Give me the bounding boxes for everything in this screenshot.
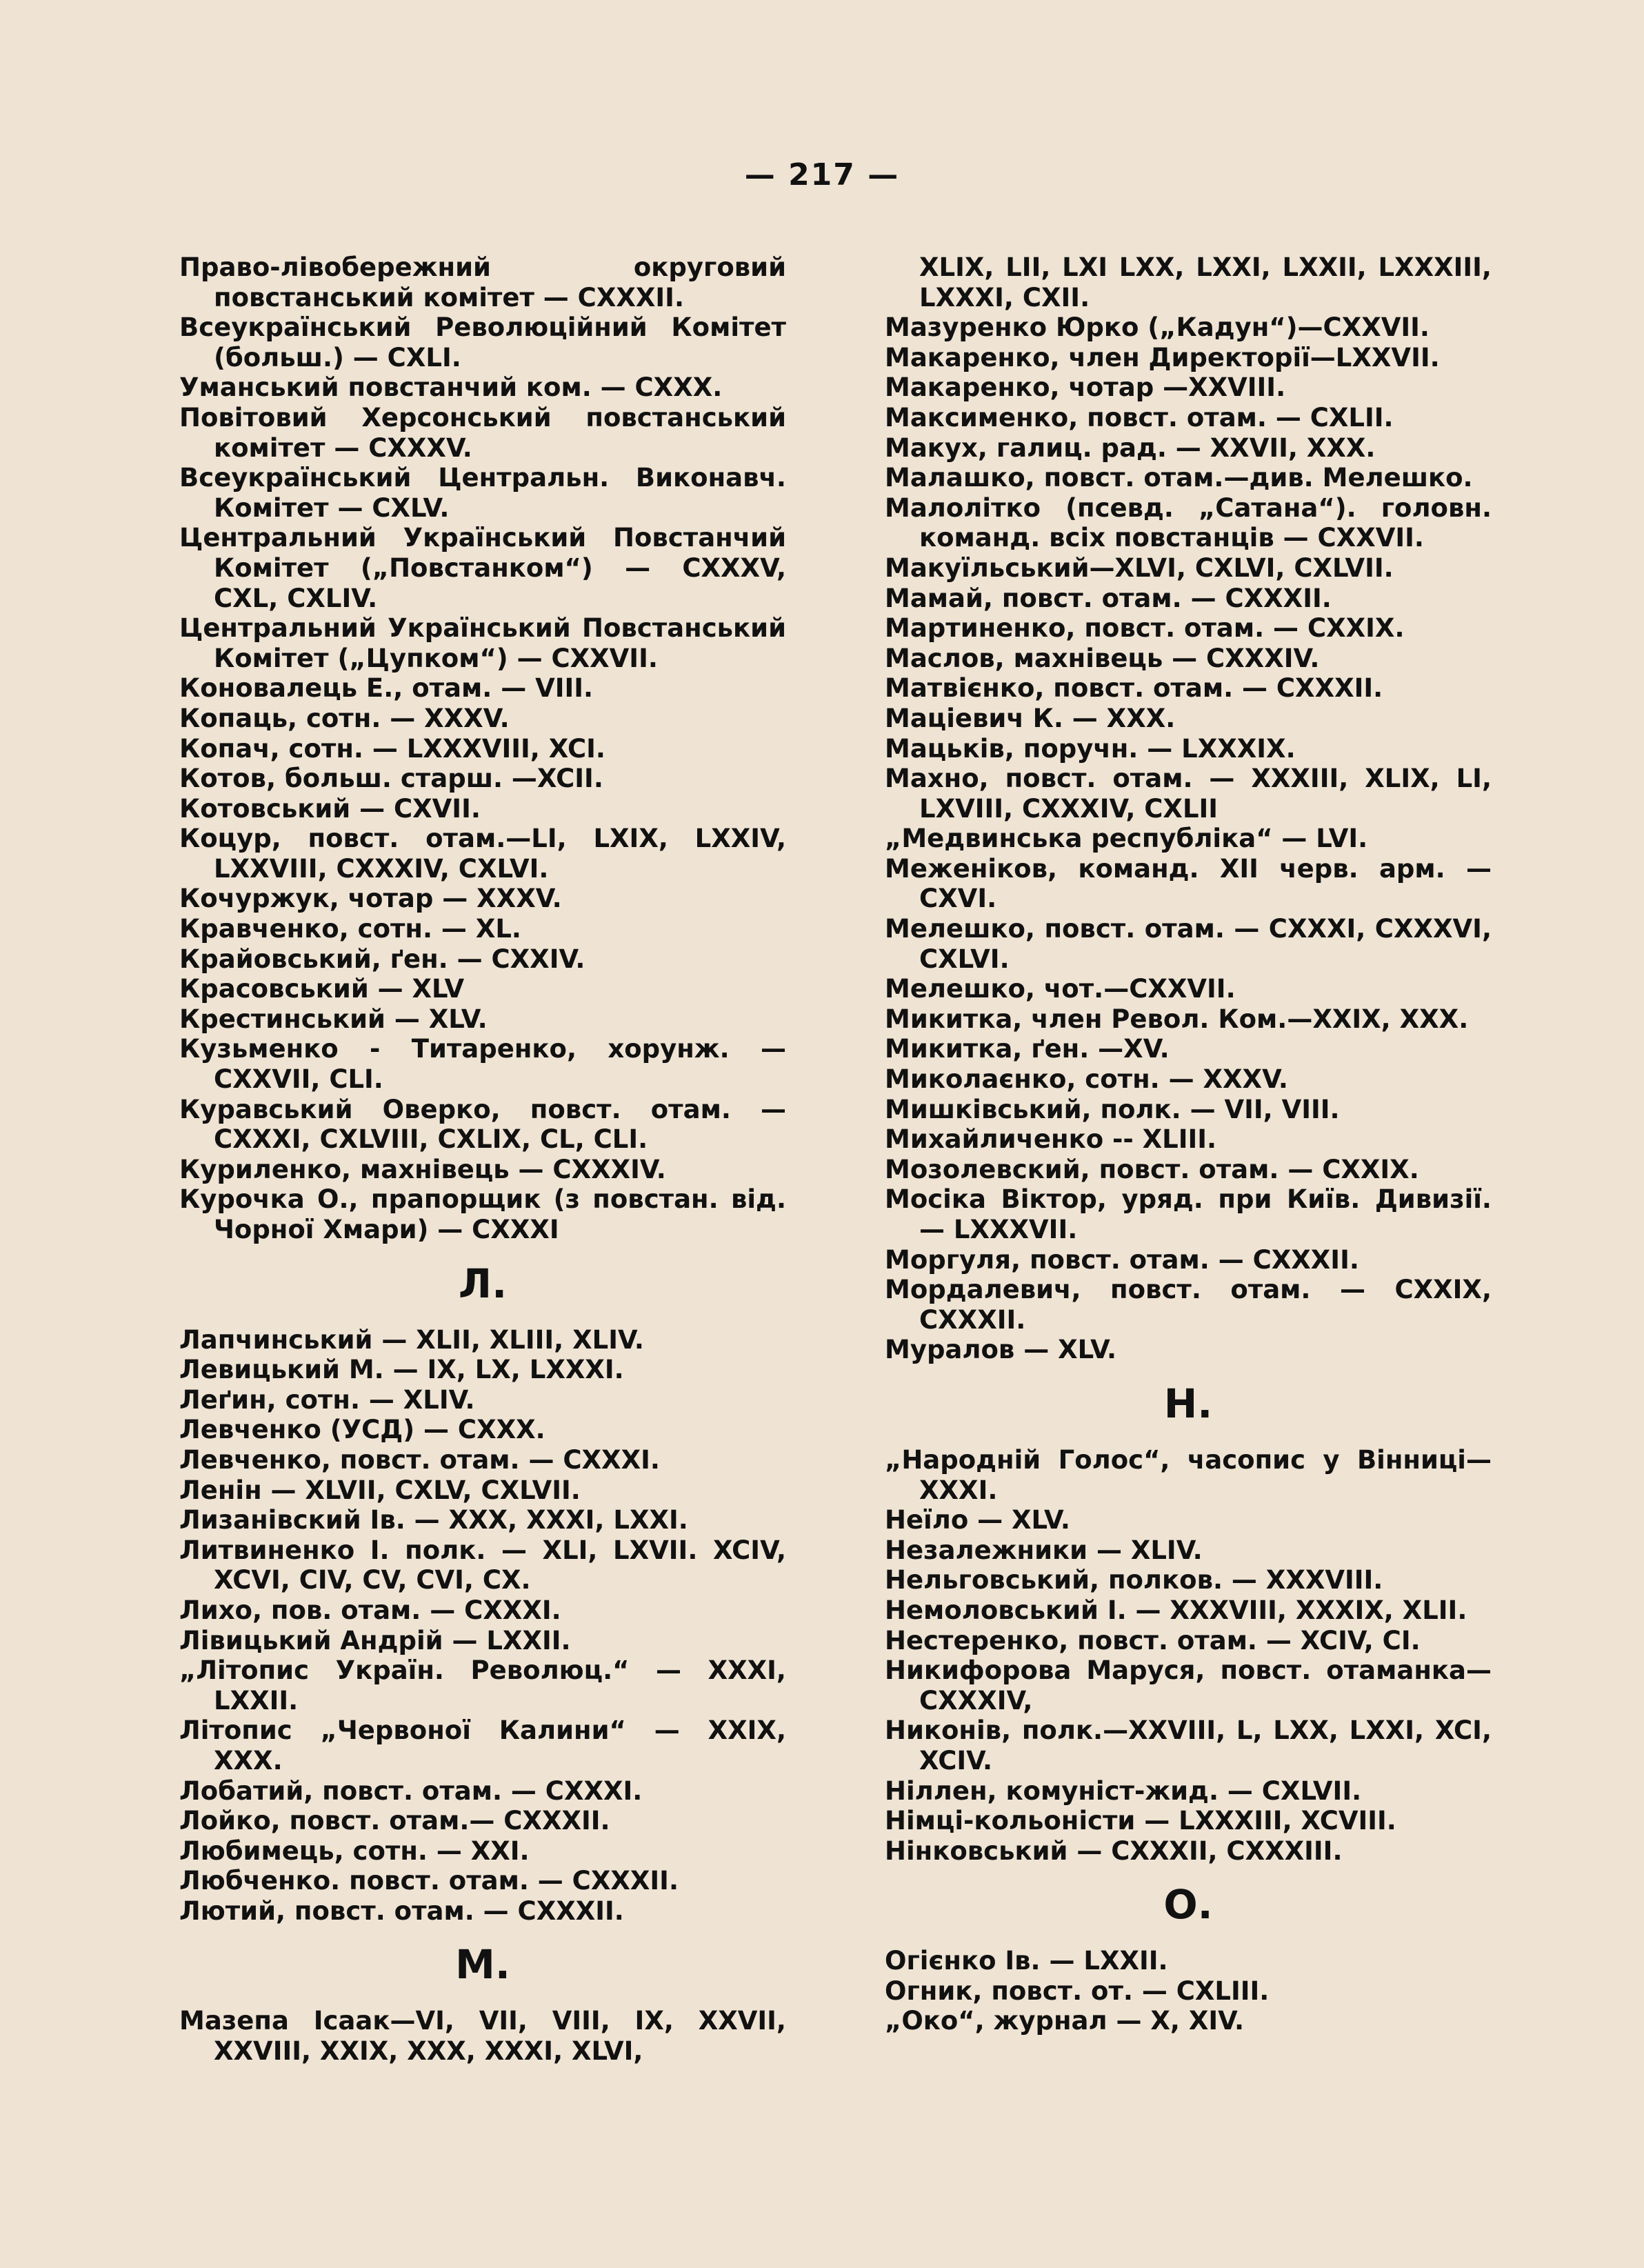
- index-entry: Мордалевич, повст. отам. — CXXIX, CXXXII.: [885, 1275, 1492, 1335]
- index-entry: Мелешко, чот.—CXXVII.: [885, 974, 1236, 1004]
- index-entry: Німці-кольоністи — LXXXIII, XCVIII.: [885, 1806, 1396, 1836]
- index-entry: Коцур, повст. отам.—LI, LXIX, LXXIV, LXXVIII, CXXXIV, CXLVI.: [179, 824, 786, 884]
- index-entry: Мозолевский, повст. отам. — CXXIX.: [885, 1154, 1419, 1184]
- index-entry: Мазуренко Юрко („Кадун“)—CXXVII.: [885, 312, 1430, 343]
- index-entry: Матвієнко, повст. отам. — CXXXII.: [885, 673, 1383, 704]
- index-entry: Микитка, ґен. —XV.: [885, 1034, 1170, 1064]
- index-entry: Лойко, повст. отам.— CXXXII.: [179, 1806, 610, 1836]
- index-entry: „Літопис Україн. Революц.“ — XXXI, LXXII.: [179, 1655, 786, 1715]
- index-entry: Центральний Український Повстанчий Комітет („Повстанком“) — CXXXV, CXL, CXLIV.: [179, 523, 786, 613]
- index-entry: Леґин, сотн. — XLIV.: [179, 1384, 475, 1415]
- index-entry: Левченко, повст. отам. — CXXXI.: [179, 1444, 660, 1475]
- right-column: [885, 252, 1492, 2036]
- index-entry: Мосіка Віктор, уряд. при Київ. Дивизії. — LXXXVII.: [885, 1184, 1492, 1244]
- index-entry: Всеукраїнський Центральн. Виконавч. Комітет — CXLV.: [179, 463, 786, 523]
- index-entry: Муралов — XLV.: [885, 1335, 1117, 1365]
- index-entry: Любченко. повст. отам. — CXXXII.: [179, 1866, 679, 1896]
- index-entry: „Медвинська республіка“ — LVI.: [885, 824, 1368, 854]
- index-entry: „Око“, журнал — X, XIV.: [885, 2006, 1245, 2036]
- index-entry: Лизанівский Ів. — XXX, XXXI, LXXI.: [179, 1505, 688, 1535]
- section-letter: Л.: [458, 1260, 508, 1307]
- index-entry: Махно, повст. отам. — XXXIII, XLIX, LI, LXVIII, CXXXIV, CXLII: [885, 764, 1492, 824]
- index-entry: Лівицький Андрій — LXXII.: [179, 1625, 571, 1655]
- index-entry: Макух, галиц. рад. — XXVII, XXX.: [885, 432, 1376, 463]
- index-entry: Микитка, член Револ. Ком.—XXIX, XXX.: [885, 1004, 1469, 1034]
- index-entry: Кравченко, сотн. — XL.: [179, 914, 521, 944]
- index-entry: Моргуля, повст. отам. — CXXXII.: [885, 1244, 1359, 1275]
- index-entry: Макаренко, чотар —XXVIII.: [885, 372, 1286, 403]
- index-entry: Уманський повстанчий ком. — CXXX.: [179, 372, 723, 403]
- index-entry: Незалежники — XLIV.: [885, 1535, 1203, 1565]
- index-entry: Центральний Український Повстанський Комітет („Цупком“) — CXXVII.: [179, 613, 786, 673]
- index-entry: Мазепа Ісаак—VI, VII, VIII, IX, XXVII, XXVIII, XXIX, XXX, XXXI, XLVI,: [179, 2006, 786, 2067]
- index-entry: „Народній Голос“, часопис у Вінниці— XXXI.: [885, 1444, 1492, 1505]
- index-entry: Левченко (УСД) — CXXX.: [179, 1415, 545, 1445]
- section-letter: М.: [455, 1941, 510, 1989]
- index-entry: Коновалець Е., отам. — VIII.: [179, 673, 594, 704]
- index-entry: Котов, больш. старш. —XCII.: [179, 764, 603, 794]
- index-entry: Куравський Оверко, повст. отам. — CXXXI, CXLVIII, CXLIX, CL, CLI.: [179, 1094, 786, 1155]
- index-entry: Кузьменко - Титаренко, хорунж. — CXXVII, CLI.: [179, 1034, 786, 1095]
- page-number: — 217 —: [744, 157, 900, 192]
- section-letter: Н.: [1163, 1380, 1213, 1427]
- index-entry: Макуїльський—XLVI, CXLVI, CXLVII.: [885, 553, 1394, 583]
- index-entry: Малолітко (псевд. „Сатана“). головн. команд. всіх повстанців — CXXVII.: [885, 493, 1492, 553]
- index-entry: XLIX, LII, LXI LXX, LXXI, LXXII, LXXXIII, LXXXI, CXII.: [919, 252, 1492, 312]
- index-entry: Михайличенко -- XLIII.: [885, 1124, 1217, 1155]
- index-entry: Лобатий, повст. отам. — CXXXI.: [179, 1775, 643, 1806]
- index-entry: Літопис „Червоної Калини“ — XXIX, XXX.: [179, 1715, 786, 1775]
- index-entry: Никонів, полк.—XXVIII, L, LXX, LXXI, XCI, XCIV.: [885, 1715, 1492, 1775]
- section-letter: О.: [1163, 1881, 1213, 1929]
- index-entry: Мишківський, полк. — VII, VIII.: [885, 1094, 1340, 1124]
- index-entry: Копаць, сотн. — XXXV.: [179, 703, 510, 733]
- left-column: [179, 252, 786, 2067]
- index-entry: Нестеренко, повст. отам. — XCIV, CI.: [885, 1625, 1421, 1655]
- index-entry: Неїло — XLV.: [885, 1505, 1070, 1535]
- index-entry: Мацьків, поручн. — LXXXIX.: [885, 733, 1296, 764]
- index-entry: Литвиненко І. полк. — XLI, LXVII. XCIV, XCVI, CIV, CV, CVI, CX.: [179, 1535, 786, 1595]
- index-entry: Огієнко Ів. — LXXII.: [885, 1946, 1168, 1976]
- index-entry: Право-лівобережний округовий повстанський комітет — CXXXII.: [179, 252, 786, 312]
- index-entry: Всеукраїнський Революційний Комітет (больш.) — CXLI.: [179, 312, 786, 372]
- index-entry: Лапчинський — XLII, XLIII, XLIV.: [179, 1324, 644, 1355]
- index-entry: Крестинський — XLV.: [179, 1004, 488, 1034]
- index-entry: Мартиненко, повст. отам. — CXXIX.: [885, 613, 1405, 644]
- index-entry: Маслов, махнівець — CXXXIV.: [885, 643, 1320, 673]
- index-entry: Миколаєнко, сотн. — XXXV.: [885, 1064, 1288, 1095]
- index-entry: Маціевич К. — XXX.: [885, 703, 1176, 733]
- index-entry: Нельговський, полков. — XXXVIII.: [885, 1565, 1383, 1595]
- index-entry: Мамай, повст. отам. — CXXXII.: [885, 583, 1332, 613]
- index-entry: Кочуржук, чотар — XXXV.: [179, 884, 562, 914]
- index-entry: Нінковський — CXXXII, CXXXIII.: [885, 1836, 1343, 1866]
- index-entry: Никифорова Маруся, повст. отаманка— CXXXIV,: [885, 1655, 1492, 1715]
- index-entry: Ленін — XLVII, CXLV, CXLVII.: [179, 1475, 581, 1505]
- index-entry: Максименко, повст. отам. — CXLII.: [885, 402, 1394, 432]
- index-entry: Курочка О., прапорщик (з повстан. від. Чорної Хмари) — CXXXI: [179, 1184, 786, 1244]
- index-entry: Лютий, повст. отам. — CXXXII.: [179, 1896, 624, 1926]
- index-entry: Немоловський І. — XXXVIII, XXXIX, XLII.: [885, 1595, 1467, 1625]
- index-entry: Любимець, сотн. — XXI.: [179, 1836, 530, 1866]
- index-entry: Котовський — CXVII.: [179, 793, 481, 824]
- index-entry: Повітовий Херсонський повстанський комітет — CXXXV.: [179, 402, 786, 463]
- index-entry: Меженіков, команд. XII черв. арм. — CXVI.: [885, 853, 1492, 914]
- index-entry: Левицький М. — IX, LX, LXXXI.: [179, 1355, 624, 1385]
- index-entry: Макаренко, член Директорії—LXXVII.: [885, 342, 1440, 372]
- index-entry: Красовський — XLV: [179, 974, 465, 1004]
- index-entry: Куриленко, махнівець — CXXXIV.: [179, 1154, 666, 1184]
- index-entry: Лихо, пов. отам. — CXXXI.: [179, 1595, 561, 1625]
- index-entry: Ніллен, комуніст-жид. — CXLVII.: [885, 1775, 1362, 1806]
- index-entry: Крайовський, ґен. — CXXIV.: [179, 944, 585, 974]
- index-entry: Малашко, повст. отам.—див. Мелешко.: [885, 463, 1473, 493]
- index-entry: Огник, повст. от. — CXLIII.: [885, 1976, 1270, 2006]
- index-entry: Копач, сотн. — LXXXVIII, XCI.: [179, 733, 605, 764]
- index-entry: Мелешко, повст. отам. — CXXXI, CXXXVI, CXLVI.: [885, 914, 1492, 974]
